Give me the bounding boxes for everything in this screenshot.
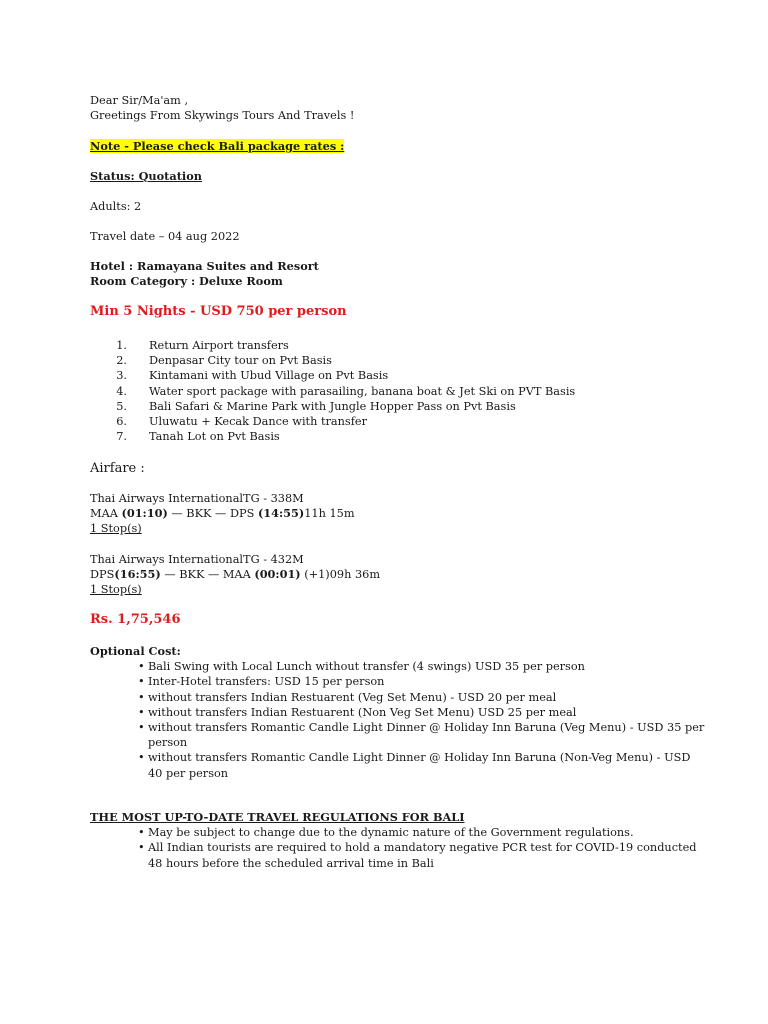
inclusion-item: 7. Tanah Lot on Pvt Basis: [116, 430, 280, 444]
price-block: [90, 304, 708, 319]
regulation-item: • May be subject to change due to the dynamic nature of the Government regulations.: [138, 826, 634, 840]
bullet-icon: •: [138, 841, 145, 855]
hotel-name: Hotel : Ramayana Suites and Resort: [90, 259, 319, 273]
bullet-icon: •: [138, 721, 145, 735]
bullet-icon: •: [138, 751, 145, 765]
airfare-heading-block: [90, 461, 708, 476]
optional-cost-item: • without transfers Romantic Candle Light Dinner @ Holiday Inn Baruna (Non-Veg Menu) - USD 40 per person: [138, 751, 691, 780]
travel-date: Travel date – 04 aug 2022: [90, 230, 240, 243]
airfare-heading: Airfare :: [90, 461, 145, 476]
inclusion-item: 2. Denpasar City tour on Pvt Basis: [116, 354, 332, 368]
travel-date-block: [90, 229, 708, 244]
status-label: Status: Quotation: [90, 169, 202, 183]
inclusion-item: 1. Return Airport transfers: [116, 339, 289, 352]
flight-stops: 1 Stop(s): [90, 522, 142, 536]
bullet-icon: •: [138, 660, 145, 674]
note-highlight: Note - Please check Bali package rates :: [90, 139, 345, 153]
adults-block: [90, 199, 708, 214]
optional-heading: Optional Cost:: [90, 644, 181, 658]
optional-cost-section: [90, 644, 708, 781]
optional-cost-item: • without transfers Romantic Candle Light Dinner @ Holiday Inn Baruna (Veg Menu) - USD 35 per person: [138, 721, 705, 750]
flight-airline: Thai Airways InternationalTG - 338M: [90, 492, 304, 505]
optional-cost-item: • without transfers Indian Restuarent (Non Veg Set Menu) USD 25 per meal: [138, 705, 577, 719]
greeting-block: [90, 93, 708, 123]
inclusion-text: Bali Safari & Marine Park with Jungle Hopper Pass on Pvt Basis: [149, 399, 516, 413]
adults-count: Adults: 2: [90, 200, 142, 213]
airfare-total-block: [90, 612, 708, 627]
inclusion-item: 3. Kintamani with Ubud Village on Pvt Basis: [116, 369, 389, 383]
bullet-icon: •: [138, 705, 145, 719]
flight-outbound: [90, 491, 708, 537]
flight-airline: Thai Airways InternationalTG - 432M: [90, 553, 304, 566]
bullet-icon: •: [138, 690, 145, 704]
inclusions-list: [90, 338, 708, 444]
regulations-heading: THE MOST UP-TO-DATE TRAVEL REGULATIONS FOR BALI: [90, 810, 465, 824]
airfare-total: Rs. 1,75,546: [90, 612, 181, 627]
optional-cost-item: • Bali Swing with Local Lunch without transfer (4 swings) USD 35 per person: [138, 660, 585, 674]
flight-return: [90, 552, 708, 598]
hotel-block: [90, 259, 708, 289]
regulations-section: [90, 810, 708, 871]
bullet-icon: •: [138, 826, 145, 840]
inclusion-item: 5. Bali Safari & Marine Park with Jungle Hopper Pass on Pvt Basis: [116, 399, 516, 413]
note-block: [90, 139, 708, 154]
inclusion-text: Denpasar City tour on Pvt Basis: [149, 354, 332, 368]
regulation-item: • All Indian tourists are required to hold a mandatory negative PCR test for COVID-19 conducted 48 hours before the scheduled arrival time in Bali: [138, 841, 697, 870]
flight-stops: 1 Stop(s): [90, 583, 142, 597]
optional-cost-item: • without transfers Indian Restuarent (Veg Set Menu) - USD 20 per meal: [138, 690, 557, 704]
package-price: Min 5 Nights - USD 750 per person: [90, 304, 347, 319]
intro-line: Greetings From Skywings Tours And Travels !: [90, 109, 355, 123]
inclusion-text: Tanah Lot on Pvt Basis: [149, 430, 280, 444]
inclusion-text: Water sport package with parasailing, banana boat & Jet Ski on PVT Basis: [149, 384, 576, 398]
bullet-icon: •: [138, 675, 145, 689]
inclusion-text: Return Airport transfers: [149, 339, 289, 352]
room-category: Room Category : Deluxe Room: [90, 274, 283, 289]
status-block: [90, 169, 708, 184]
inclusion-text: Uluwatu + Kecak Dance with transfer: [149, 414, 367, 428]
inclusion-item: 4. Water sport package with parasailing, banana boat & Jet Ski on PVT Basis: [116, 384, 576, 398]
optional-cost-item: • Inter-Hotel transfers: USD 15 per person: [138, 675, 385, 689]
inclusion-item: 6. Uluwatu + Kecak Dance with transfer: [116, 414, 367, 428]
flight-route: DPS(16:55) — BKK — MAA (00:01) (+1)09h 36m: [90, 567, 381, 582]
flight-route: MAA (01:10) — BKK — DPS (14:55)11h 15m: [90, 506, 355, 521]
greeting: Dear Sir/Ma'am ,: [90, 94, 189, 107]
inclusion-text: Kintamani with Ubud Village on Pvt Basis: [149, 369, 389, 383]
